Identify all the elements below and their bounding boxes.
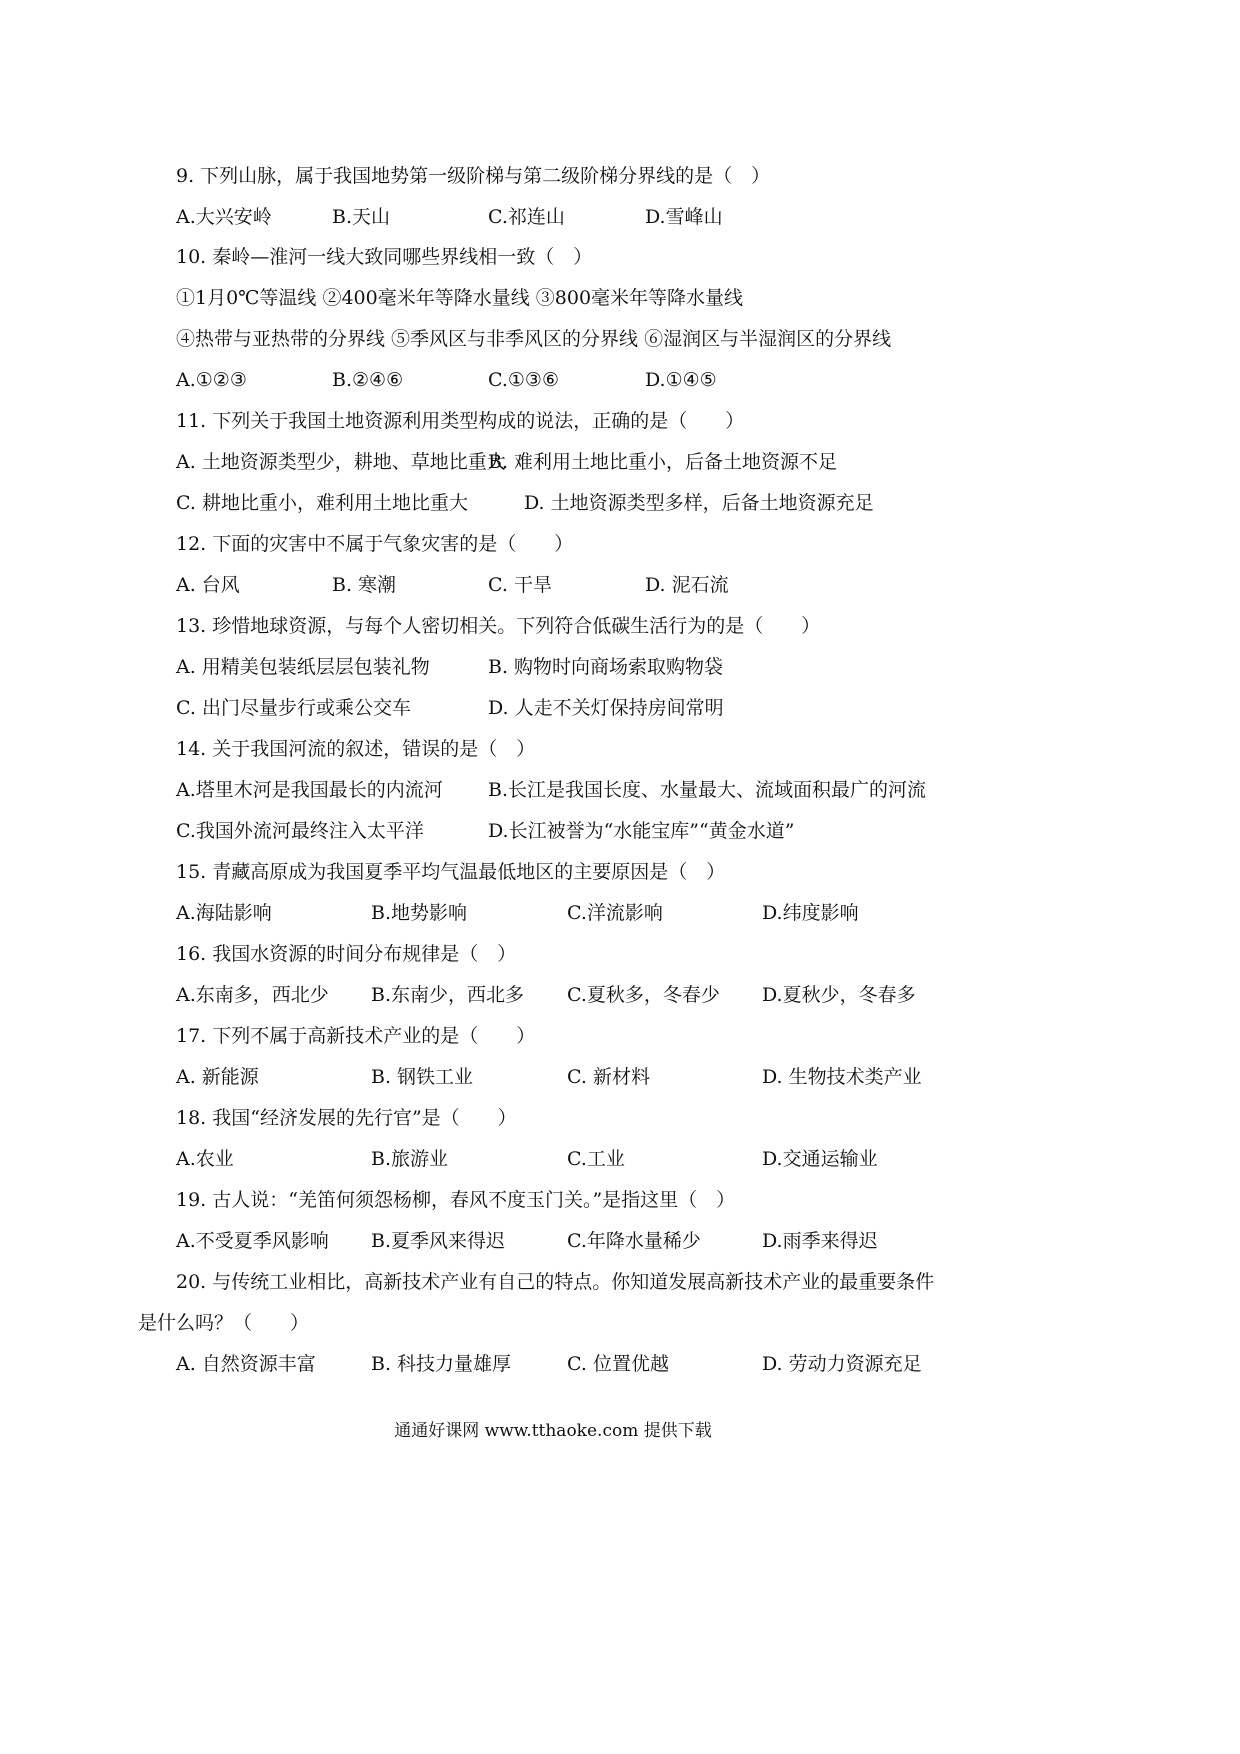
question-11-stem: 11. 下列关于我国土地资源利用类型构成的说法，正确的是（ ） (176, 410, 745, 432)
option-a: A. 新能源 (176, 1066, 259, 1088)
option-b: B.夏季风来得迟 (371, 1230, 506, 1252)
option-a: A.不受夏季风影响 (176, 1230, 329, 1252)
option-a: A.海陆影响 (176, 902, 272, 924)
option-b: B. 购物时向商场索取购物袋 (488, 656, 724, 678)
option-a: A.东南多，西北少 (176, 984, 329, 1006)
question-18-options (176, 1147, 878, 1171)
option-b: B. 科技力量雄厚 (371, 1353, 512, 1375)
option-d: D.交通运输业 (762, 1148, 878, 1170)
option-b: B.地势影响 (371, 902, 468, 924)
question-15-options (176, 901, 859, 925)
option-c: C.我国外流河最终注入太平洋 (176, 820, 424, 842)
option-c: C. 新材料 (567, 1066, 650, 1088)
option-a: A.①②③ (176, 369, 247, 391)
question-9-options (176, 205, 723, 229)
question-13-options-row-1 (176, 655, 724, 679)
option-b: B. 钢铁工业 (371, 1066, 474, 1088)
option-c: C. 出门尽量步行或乘公交车 (176, 697, 411, 719)
question-10-choices-line-1: ①1月0℃等温线 ②400毫米年等降水量线 ③800毫米年等降水量线 (176, 287, 744, 309)
option-d: D. 劳动力资源充足 (762, 1353, 922, 1375)
question-14-options-row-2 (176, 819, 795, 843)
option-c: C.夏秋多，冬春少 (567, 984, 720, 1006)
option-d: D.①④⑤ (645, 369, 717, 391)
question-19-stem: 19. 古人说：“羌笛何须怨杨柳，春风不度玉门关。”是指这里（ ） (176, 1189, 736, 1211)
question-10-options (176, 368, 717, 392)
question-13-options-row-2 (176, 696, 724, 720)
question-11-options-row-2 (176, 491, 874, 515)
question-13-stem: 13. 珍惜地球资源，与每个人密切相关。下列符合低碳生活行为的是（ ） (176, 615, 821, 637)
option-a: A. 台风 (176, 574, 240, 596)
question-20-stem-continued: 是什么吗？（ ） (138, 1312, 310, 1334)
option-d: D. 土地资源类型多样，后备土地资源充足 (524, 492, 874, 514)
option-d: D.长江被誉为“水能宝库”“黄金水道” (488, 820, 795, 842)
option-d: D. 泥石流 (645, 574, 729, 596)
option-b: B.②④⑥ (332, 369, 404, 391)
question-17-stem: 17. 下列不属于高新技术产业的是（ ） (176, 1025, 536, 1047)
option-a: A. 用精美包装纸层层包装礼物 (176, 656, 430, 678)
option-a: A. 土地资源类型少，耕地、草地比重大 (176, 451, 506, 473)
page-footer: 通通好课网 www.tthaoke.com 提供下载 (394, 1421, 712, 1441)
option-b: B. 寒潮 (332, 574, 397, 596)
question-14-options-row-1 (176, 778, 927, 802)
option-d: D.夏秋少，冬春多 (762, 984, 916, 1006)
option-b: B. 难利用土地比重小，后备土地资源不足 (488, 451, 838, 473)
option-d: D.纬度影响 (762, 902, 859, 924)
question-16-options (176, 983, 916, 1007)
option-b: B.长江是我国长度、水量最大、流域面积最广的河流 (488, 779, 927, 801)
question-9-stem: 9. 下列山脉，属于我国地势第一级阶梯与第二级阶梯分界线的是（ ） (176, 165, 771, 187)
option-b: B.东南少，西北多 (371, 984, 525, 1006)
question-20-stem: 20. 与传统工业相比，高新技术产业有自己的特点。你知道发展高新技术产业的最重要条件 (176, 1271, 935, 1293)
option-a: A.塔里木河是我国最长的内流河 (176, 779, 443, 801)
option-c: C. 位置优越 (567, 1353, 669, 1375)
option-c: C.工业 (567, 1148, 625, 1170)
question-14-stem: 14. 关于我国河流的叙述，错误的是（ ） (176, 738, 536, 760)
option-b: B.天山 (332, 206, 391, 228)
question-10-choices-line-2: ④热带与亚热带的分界线 ⑤季风区与非季风区的分界线 ⑥湿润区与半湿润区的分界线 (176, 328, 892, 350)
question-15-stem: 15. 青藏高原成为我国夏季平均气温最低地区的主要原因是（ ） (176, 861, 726, 883)
option-a: A. 自然资源丰富 (176, 1353, 316, 1375)
question-10-stem: 10. 秦岭—淮河一线大致同哪些界线相一致（ ） (176, 246, 593, 268)
question-16-stem: 16. 我国水资源的时间分布规律是（ ） (176, 943, 517, 965)
question-11-options-row-1 (176, 450, 838, 474)
question-19-options (176, 1229, 878, 1253)
option-d: D.雪峰山 (645, 206, 723, 228)
option-d: D.雨季来得迟 (762, 1230, 878, 1252)
option-d: D. 人走不关灯保持房间常明 (488, 697, 724, 719)
question-12-stem: 12. 下面的灾害中不属于气象灾害的是（ ） (176, 533, 574, 555)
option-d: D. 生物技术类产业 (762, 1066, 922, 1088)
option-c: C.①③⑥ (488, 369, 559, 391)
option-c: C. 耕地比重小，难利用土地比重大 (176, 492, 468, 514)
option-c: C.洋流影响 (567, 902, 663, 924)
option-a: A.大兴安岭 (176, 206, 272, 228)
option-a: A.农业 (176, 1148, 234, 1170)
question-20-options (176, 1352, 922, 1376)
option-b: B.旅游业 (371, 1148, 449, 1170)
question-12-options (176, 573, 729, 597)
option-c: C.年降水量稀少 (567, 1230, 701, 1252)
question-17-options (176, 1065, 922, 1089)
question-18-stem: 18. 我国“经济发展的先行官”是（ ） (176, 1107, 517, 1129)
option-c: C.祁连山 (488, 206, 565, 228)
option-c: C. 干旱 (488, 574, 552, 596)
